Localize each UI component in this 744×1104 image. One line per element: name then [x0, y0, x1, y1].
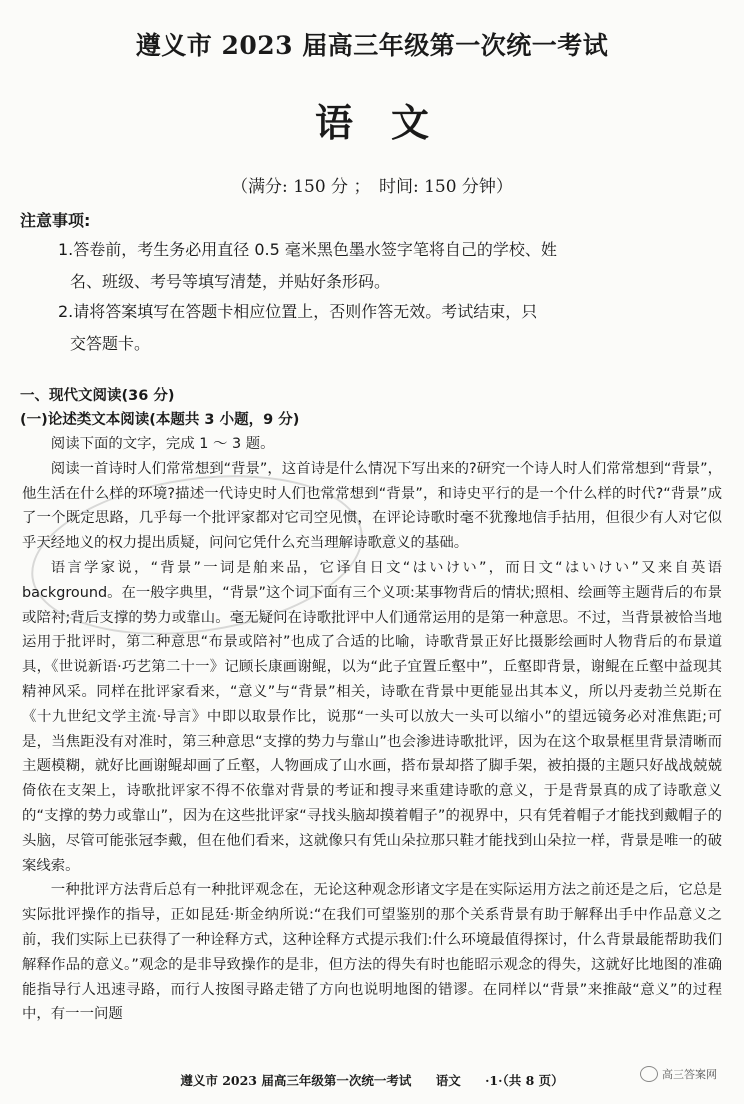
footer-page-number: ·1·（共 8 页）: [485, 1073, 564, 1088]
footer-exam-title: 遵义市 2023 届高三年级第一次统一考试: [180, 1073, 412, 1088]
footer-subject: 语文: [435, 1073, 461, 1088]
watermark: [640, 1066, 717, 1082]
score-time-line: （满分: 150 分 ； 时间: 150 分钟）: [231, 177, 513, 197]
part-heading: 一、现代文阅读(36 分): [20, 388, 175, 404]
passage-intro: 阅读下面的文字，完成 1 ～ 3 题。: [50, 436, 275, 452]
passage-paragraph-2: 语言学家说，“背景”一词是舶来品，它译自日文“はいけい”，而日文“はいけい”又来自英语 background。在一般字典里，“背景”这个词下面有三个义项:某事物背后的情状;照相、绘画等主题背后的布景或陪衬;背后支撑的势力或靠山。毫无疑问在诗歌批评中人们通常运用的是第一种意思。不过，当背景被恰当地运用于批评时，第二种意思“布景或陪衬”也成了合适的比喻，诗歌背景正好比摄影绘画时人物背后的布景道具，《世说新语·巧艺第二十一》记顾长康画谢鲲，以为“此子宜置丘壑中”，丘壑即背景，谢鲲在丘壑中益现其精神风采。同样在批评家看来，“意义”与“背景”相关，诗歌在背景中更能显出其本义，所以丹麦勃兰兑斯在《十九世纪文学主流·导言》中即以取景作比，说那“一头可以放大一头可以缩小”的望远镜务必对准焦距;可是，当焦距没有对准时，第三种意思“支撑的势力与靠山”也会渗进诗歌批评，因为在这个取景框里背景清晰而主题模糊，就好比画谢鲲却画了丘壑，人物画成了山水画，搭布景却搭了脚手架，被拍摄的主题只好战战兢兢倚依在支架上，诗歌批评家不得不依靠对背景的考证和搜寻来重建诗歌的意义，于是背景真的成了诗歌意义的“支撑的势力或靠山”，因为在这些批评家“寻找头脑却摸着帽子”的视界中，只有凭着帽子才能找到戴帽子的头脑，尽管可能张冠李戴，但在他们看来，这就像只有凭山朵拉那只鞋才能找到山朵拉一样，背景是唯一的破案线索。: [22, 559, 722, 874]
reading-passage: [22, 432, 722, 1027]
notice-item-2-line-2: 交答题卡。: [70, 334, 151, 353]
exam-title: 遵义市 2023 届高三年级第一次统一考试: [135, 31, 609, 60]
passage-paragraph-3: 一种批评方法背后总有一种批评观念在，无论这种观念形诸文字是在实际运用方法之前还是之后，它总是实际批评操作的指导，正如昆廷·斯金纳所说:“在我们可望鉴别的那个关系背景有助于解释出手中作品意义之前，我们实际上已获得了一种诠释方式，这种诠释方式提示我们:什么环境最值得探讨，什么背景最能帮助我们解释作品的意义。”观念的是非导致操作的是非，但方法的得失有时也能昭示观念的得失，这就好比地图的准确能指导行人迅速寻路，而行人按图寻路走错了方向也说明地图的错谬。在同样以“背景”来推敲“意义”的过程中，有一一问题: [22, 882, 722, 1023]
chat-bubble-icon: [640, 1066, 658, 1082]
passage-paragraph-1: 阅读一首诗时人们常常想到“背景”，这首诗是什么情况下写出来的?研究一个诗人时人们常常想到“背景”，他生活在什么样的环境?描述一代诗史时人们也常常想到“背景”，和诗史平行的是一个什么样的时代?“背景”成了一个既定思路，几乎每一个批评家都对它司空见惯，在评论诗歌时毫不犹豫地信手拈用，但很少有人对它似乎天经地义的权力提出质疑，问问它凭什么充当理解诗歌意义的基础。: [22, 460, 722, 552]
notice-item-1: [58, 234, 618, 298]
notice-item-1-line-1: 1.答卷前，考生务必用直径 0.5 毫米黑色墨水签字笔将自己的学校、姓: [58, 240, 557, 259]
sub-section-heading: (一)论述类文本阅读(本题共 3 小题，9 分): [20, 412, 300, 428]
notice-heading: 注意事项:: [20, 211, 91, 230]
notice-item-2: [58, 296, 618, 360]
notice-item-1-line-2: 名、班级、考号等填写清楚，并贴好条形码。: [70, 272, 391, 291]
page-footer: [0, 1071, 744, 1089]
subject-title: 语文: [314, 100, 467, 145]
watermark-text: 高三答案网: [662, 1068, 717, 1081]
notice-item-2-line-1: 2.请将答案填写在答题卡相应位置上，否则作答无效。考试结束，只: [58, 302, 538, 321]
